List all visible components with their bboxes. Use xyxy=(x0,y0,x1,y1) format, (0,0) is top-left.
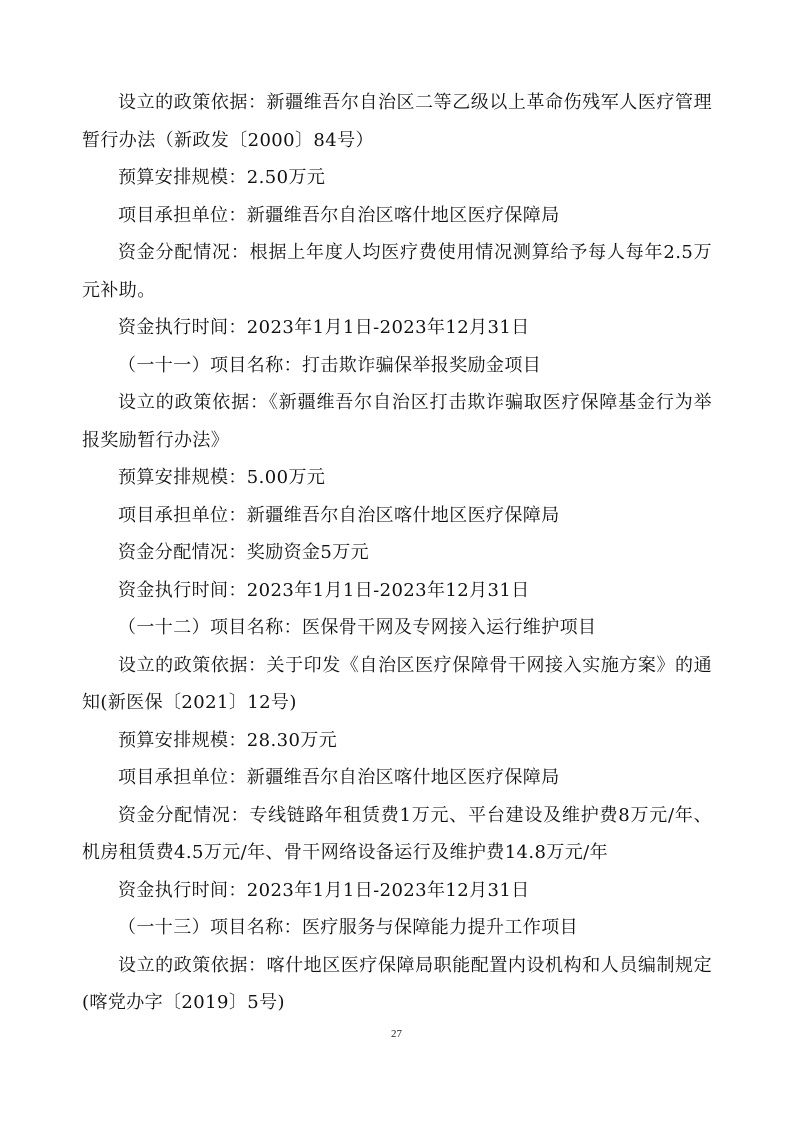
paragraph-budget-scale: 预算安排规模：5.00万元 xyxy=(118,467,326,488)
paragraph-budget-scale: 预算安排规模：28.30万元 xyxy=(118,729,338,751)
paragraph-undertaking-unit: 项目承担单位：新疆维吾尔自治区喀什地区医疗保障局 xyxy=(118,767,560,788)
page-number: 27 xyxy=(391,1028,402,1040)
paragraph-policy-basis-backbone-network: 设立的政策依据：关于印发《自治区医疗保障骨干网接入实施方案》的通知(新医保〔2021〕12号) xyxy=(82,654,712,713)
paragraph-execution-time: 资金执行时间：2023年1月1日-2023年12月31日 xyxy=(118,879,530,901)
paragraph-policy-basis-staffing: 设立的政策依据：喀什地区医疗保障局职能配置内设机构和人员编制规定(喀党办字〔2019〕5号) xyxy=(82,954,712,1013)
paragraph-undertaking-unit: 项目承担单位：新疆维吾尔自治区喀什地区医疗保障局 xyxy=(118,504,560,526)
paragraph-budget-scale: 预算安排规模：2.50万元 xyxy=(118,167,326,188)
paragraph-policy-basis-anti-fraud: 设立的政策依据：《新疆维吾尔自治区打击欺诈骗取医疗保障基金行为举报奖励暂行办法》 xyxy=(82,392,712,451)
paragraph-fund-allocation: 资金分配情况：奖励资金5万元 xyxy=(118,542,370,563)
paragraph-execution-time: 资金执行时间：2023年1月1日-2023年12月31日 xyxy=(118,579,530,601)
paragraph-policy-basis-military-medical: 设立的政策依据：新疆维吾尔自治区二等乙级以上革命伤残军人医疗管理暂行办法（新政发〔2000〕84号） xyxy=(82,92,712,151)
paragraph-fund-allocation: 资金分配情况：根据上年度人均医疗费使用情况测算给予每人每年2.5万元补助。 xyxy=(82,242,712,301)
page-body xyxy=(82,84,712,1022)
paragraph-execution-time: 资金执行时间：2023年1月1日-2023年12月31日 xyxy=(118,317,530,338)
paragraph-fund-allocation: 资金分配情况：专线链路年租赁费1万元、平台建设及维护费8万元/年、机房租赁费4.5万元/年、骨干网络设备运行及维护费14.8万元/年 xyxy=(82,804,712,863)
project-heading-12: （一十二）项目名称：医保骨干网及专网接入运行维护项目 xyxy=(118,617,597,638)
project-heading-11: （一十一）项目名称：打击欺诈骗保举报奖励金项目 xyxy=(118,354,542,376)
paragraph-undertaking-unit: 项目承担单位：新疆维吾尔自治区喀什地区医疗保障局 xyxy=(118,204,560,226)
project-heading-13: （一十三）项目名称：医疗服务与保障能力提升工作项目 xyxy=(118,917,578,938)
